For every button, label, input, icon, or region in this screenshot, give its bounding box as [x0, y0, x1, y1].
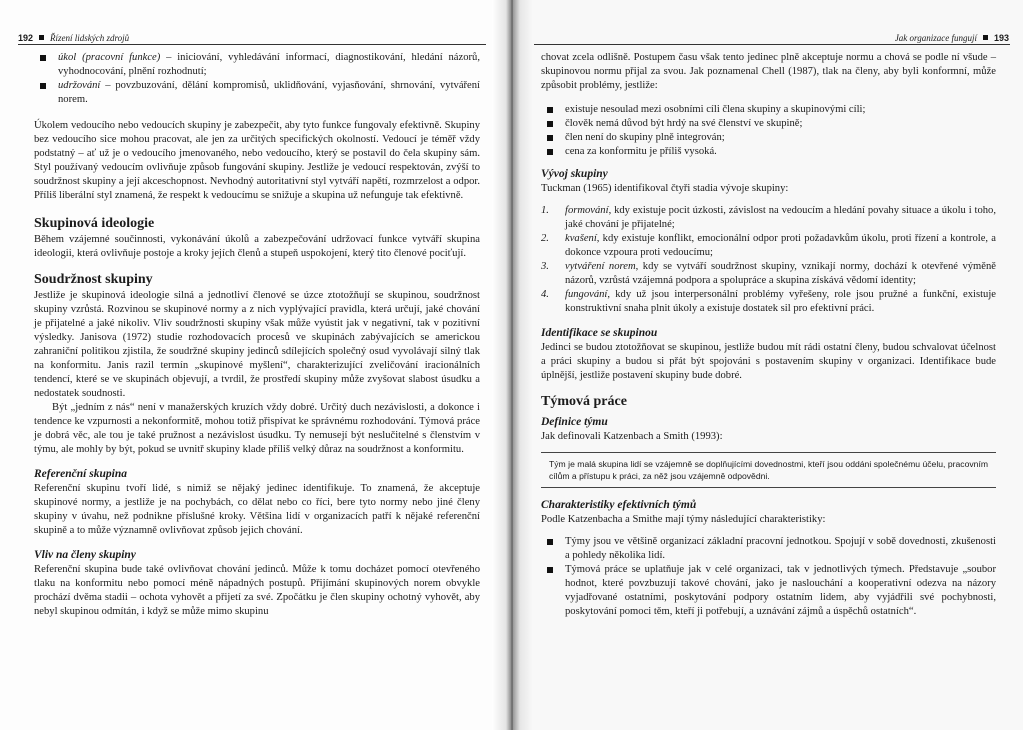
- paragraph: Během vzájemné součinnosti, vykonávání úkolů a zabezpečování udržovací funkce vytváří skupina ideologii, která ovlivňuje postoje a kroky jejích členů a stupeň uspokojení, který tito členové pociťují.: [34, 234, 480, 259]
- list-item: cena za konformitu je příliš vysoká.: [541, 145, 996, 159]
- list-item: [34, 51, 480, 79]
- stage-text: , kdy se vytváří soudržnost skupiny, vznikají normy, dochází k otevřené výměně názorů, vzrůstá vzájemná podpora a spolupráce a skupina získává vědomí identity;: [565, 261, 996, 286]
- left-header-rule: [18, 44, 486, 45]
- bullet-term: úkol (pracovní funkce): [58, 52, 161, 63]
- right-page-number: 193: [993, 33, 1009, 43]
- heading-ideology: Skupinová ideologie: [34, 216, 155, 231]
- heading-development: Vývoj skupiny: [541, 168, 608, 180]
- paragraph: Jedinci se budou ztotožňovat se skupinou, jestliže budou mít rádi ostatní členy, budou schvalovat účelnost a práci skupiny a budou si přát být spojováni s postavením skupiny v organizaci. Identifikace bude úplnější, jestliže postavení skupiny bude dobré.: [541, 342, 996, 381]
- heading-characteristics: Charakteristiky efektivních týmů: [541, 499, 697, 511]
- list-item: [541, 204, 996, 232]
- stage-term: vytváření norem: [565, 261, 636, 272]
- left-running-title: Řízení lidských zdrojů: [50, 33, 130, 43]
- list-item: člověk nemá důvod být hrdý na své členství ve skupině;: [541, 117, 996, 131]
- heading-cohesion: Soudržnost skupiny: [34, 272, 153, 287]
- heading-definition: Definice týmu: [541, 416, 608, 428]
- stage-text: , kdy existuje pocit úzkosti, závislost na vedoucím a hledání povahy situace a úkolu i toho, jaké chování je přijatelné;: [565, 205, 996, 230]
- left-page: [0, 0, 510, 730]
- list-item: Týmová práce se uplatňuje jak v celé organizaci, tak v jednotlivých týmech. Představuje „soubor hodnot, které povzbuzují takové chování, jako je naslouchání a kooperativní odezva na názory vyjadřované ostatními, poskytování podpory ostatním lidem, aby vyjádřili své pochybnosti, poskytování pomoci těm, kteří ji potřebují, a uznávání zájmů a úspěchů ostatních“.: [541, 563, 996, 619]
- list-item: Týmy jsou ve většině organizací základní pracovní jednotkou. Spojují v sobě dovednosti, zkušenosti a pohledy několika lidí.: [541, 535, 996, 563]
- heading-reference-group: Referenční skupina: [34, 468, 127, 480]
- list-item: [541, 232, 996, 260]
- item-number: 1.: [541, 205, 549, 216]
- stage-text: , kdy už jsou interpersonální problémy vyřešeny, role jsou pružné a funkční, existuje konstruktivní snaha plnit úkoly a existuje dostatek sil pro efektivní práci.: [565, 289, 996, 314]
- list-item: [541, 288, 996, 316]
- book-gutter: [492, 0, 532, 730]
- definition-quote: Tým je malá skupina lidí se vzájemně se doplňujícími dovednostmi, kteří jsou oddáni společnému účelu, pracovním cílům a přístupu k práci, za něž jsou vzájemně odpovědni.: [541, 452, 996, 488]
- left-running-head: [18, 33, 129, 43]
- bullet-term: udržování: [58, 80, 101, 91]
- list-item: existuje nesoulad mezi osobními cíli člena skupiny a skupinovými cíli;: [541, 103, 996, 117]
- paragraph: Jestliže je skupinová ideologie silná a jednotliví členové se úzce ztotožňují se skupinou, soudržnost skupiny vzrůstá. Rozvinou se skupinové normy a z nich vyplývající pravidla, která určují, jaké chování je přijatelné a jaké nikoliv. Vliv soudržnosti skupiny však může vyústit jak v negativní, tak v pozitivní výsledky. Janisova (1972) studie rozhodovacích procesů ve skupinách zabývajících se americkou zahraniční politikou zjistila, že soudržné skupiny jedinců sdílejících společný osud vyvolávají silný tlak na konformitu. Janis razil termín „skupinové myšlení“, charakterizující zveličování iracionálních tendencí, které se ve skupinách objevují, a tvrdil, že prostředí skupiny může zvyšovat slabost úsudku a nedostatek soudnosti.: [34, 290, 480, 399]
- item-number: 3.: [541, 261, 549, 272]
- stage-text: , kdy existuje konflikt, emocionální odpor proti požadavkům úkolu, proti řízení a kontrole, a dokonce vzpoura proti vedoucímu;: [565, 233, 996, 258]
- right-running-head: [895, 33, 1009, 43]
- paragraph: Referenční skupina bude také ovlivňovat chování jedinců. Může k tomu docházet pomocí otevřeného tlaku na konformitu nebo pomocí méně nápadných postupů. Přijímání skupinových norem obvykle prochází dvěma stadii – ochota vyhovět a přijetí za své. Zpočátku je člen skupiny ochotný vyhovět, aby nebyl skupinou odmítán, i když se může mimo skupinu: [34, 564, 480, 617]
- list-item: [34, 79, 480, 107]
- stage-term: kvašení: [565, 233, 597, 244]
- paragraph: chovat zcela odlišně. Postupem času však tento jedinec plně akceptuje normu a chová se podle ní všude – skupinovou normu přijal za svou. Jak poznamenal Chell (1987), tlak na členy, aby byli konformní, může způsobit problémy, jestliže:: [541, 52, 996, 91]
- paragraph: Úkolem vedoucího nebo vedoucích skupiny je zabezpečit, aby tyto funkce fungovaly efektivně. Skupiny bez vedoucího sice mohou pracovat, ale jen za určitých specifických okolností. Vedoucí je téměř vždy podstatný – ať už je o vedoucího jmenovaného, nebo vedoucího, který se postavil do čela skupiny sám. Styl používaný vedoucím ovlivňuje způsob fungování skupiny. Jestliže je vedoucí respektován, zvýší to soudržnost skupiny a její akceschopnost. Nevhodný autoritativní styl vytváří napětí, rozmrzelost a odpor. Příliš liberální styl znamená, že respekt k vedoucímu se snižuje a skupina už nefunguje tak efektivně.: [34, 120, 480, 201]
- item-number: 4.: [541, 289, 549, 300]
- paragraph: Tuckman (1965) identifikoval čtyři stadia vývoje skupiny:: [541, 183, 789, 194]
- paragraph: Být „jedním z nás“ není v manažerských kruzích vždy dobré. Určitý duch nezávislosti, a dokonce i tendence ke vzpurnosti a nekonformitě, mohou totiž přispívat ke správnému rozhodování. Týmová práce je dobrá věc, ale tou je také pružnost a nezávislost úsudku. Ty nemusejí být neslučitelné s členstvím v týmu, ale mohly by být, pokud se uvnitř skupiny klade příliš velký důraz na soudržnost a konformitu.: [34, 402, 480, 455]
- paragraph: Podle Katzenbacha a Smithe mají týmy následující charakteristiky:: [541, 514, 826, 525]
- right-header-rule: [534, 44, 1010, 45]
- heading-influence: Vliv na členy skupiny: [34, 549, 136, 561]
- paragraph: Referenční skupinu tvoří lidé, s nimiž se nějaký jedinec identifikuje. To znamená, že akceptuje skupinové normy, a jestliže je na pochybách, co dělat nebo co říci, bere tyto normy nebo jiné členy skupiny v úvahu, než podnikne příslušné kroky. Většina lidí v organizacích patří k nějaké referenční skupině a to může významně ovlivňovat způsob jejich chování.: [34, 483, 480, 536]
- left-content: [34, 51, 480, 619]
- heading-teamwork: Týmová práce: [541, 394, 627, 409]
- bullet-text: – povzbuzování, dělání kompromisů, uklidňování, vyjasňování, shrnování, vytváření norem.: [58, 80, 480, 105]
- header-square-icon: [39, 35, 44, 40]
- right-running-title: Jak organizace fungují: [894, 33, 977, 43]
- list-item: člen není do skupiny plně integrován;: [541, 131, 996, 145]
- header-square-icon: [983, 35, 988, 40]
- item-number: 2.: [541, 233, 549, 244]
- right-content: [541, 51, 996, 619]
- heading-identification: Identifikace se skupinou: [541, 327, 658, 339]
- left-page-number: 192: [18, 33, 34, 43]
- paragraph: Jak definovali Katzenbach a Smith (1993):: [541, 431, 723, 442]
- stage-term: formování: [565, 205, 609, 216]
- bullet-text: – iniciování, vyhledávání informací, diagnostikování, hledání názorů, vyhodnocování, plnění rozhodnutí;: [58, 52, 480, 77]
- list-item: [541, 260, 996, 288]
- stage-term: fungování: [565, 289, 608, 300]
